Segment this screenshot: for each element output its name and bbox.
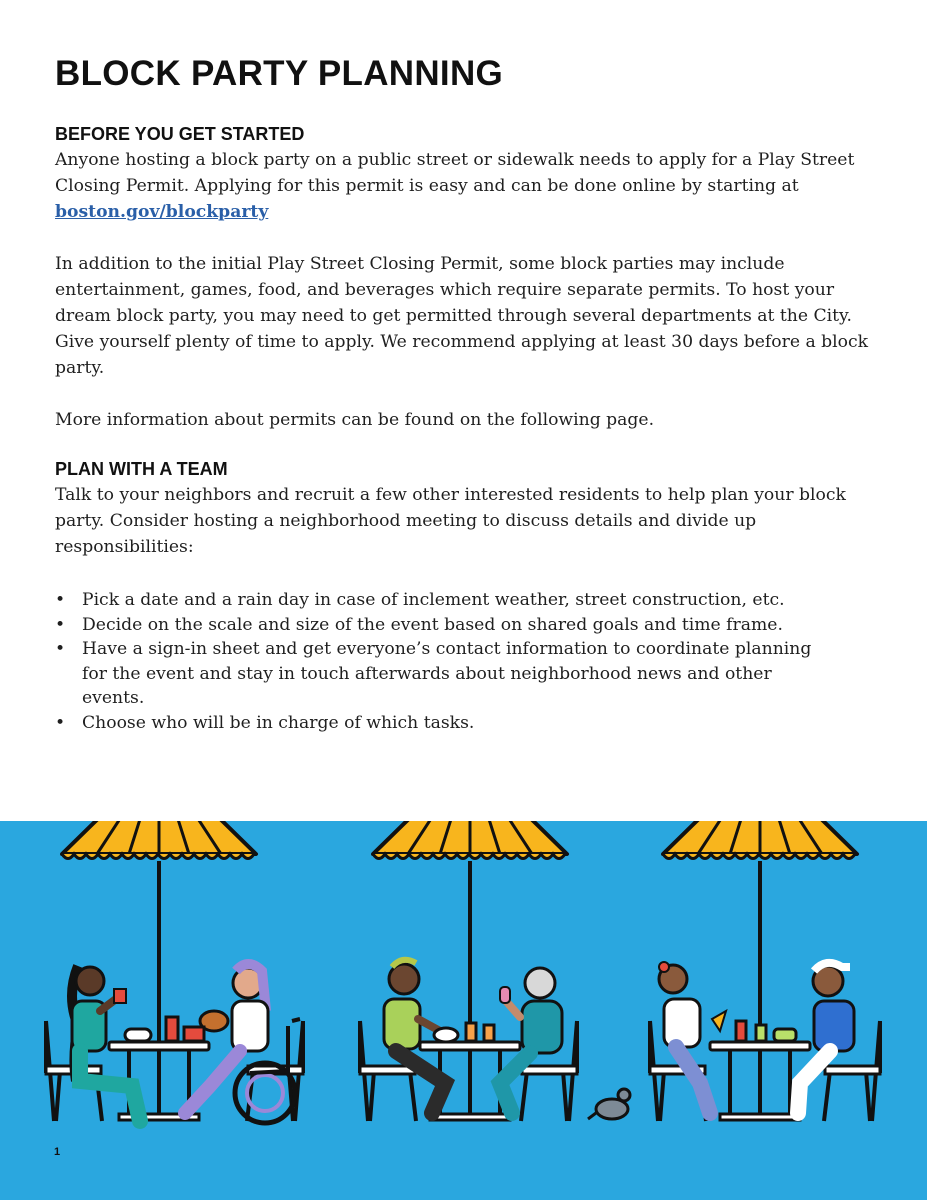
person-icon — [659, 962, 726, 1113]
pigeon-icon — [588, 1089, 630, 1119]
cup-icon — [484, 1025, 494, 1041]
cup-icon — [466, 1023, 476, 1041]
bowl-icon — [125, 1029, 151, 1041]
before-you-get-started-section — [55, 124, 885, 433]
before-paragraph-2: In addition to the initial Play Street Closing Permit, some block parties may include entertainment, games, food, and beverages which require separate permits. To host your dream block party, you may need to get permitted through several departments at the City. Give yourself plenty of time to apply. We recommend applying at least 30 days before a block party. — [55, 254, 869, 378]
page-number: 1 — [54, 1146, 61, 1158]
list-item: • Pick a date and a rain day in case of inclement weather, street construction, etc. — [55, 588, 835, 613]
page-title: BLOCK PARTY PLANNING — [55, 54, 504, 93]
list-item: • Choose who will be in charge of which tasks. — [55, 711, 835, 736]
before-paragraph-1 — [55, 147, 885, 225]
block-party-illustration — [0, 821, 927, 1200]
before-heading: BEFORE YOU GET STARTED — [55, 124, 305, 144]
before-paragraph-1-text: Anyone hosting a block party on a public street or sidewalk needs to apply for a Play Street Closing Permit. Applying for this permit is easy and can be done online by starting at — [55, 150, 855, 196]
food-box-icon — [774, 1029, 796, 1041]
cup-icon — [736, 1021, 746, 1041]
cup-icon — [166, 1017, 178, 1041]
team-paragraph: Talk to your neighbors and recruit a few other interested residents to help plan your block party. Consider hosting a neighborhood meeting to discuss details and divide up responsibilities: — [55, 485, 846, 557]
plan-with-a-team-section — [55, 459, 885, 735]
illustration-banner — [0, 821, 927, 1200]
list-item: • Decide on the scale and size of the event based on shared goals and time frame. — [55, 613, 835, 638]
blockparty-link[interactable]: boston.gov/blockparty — [55, 202, 269, 222]
food-box-icon — [184, 1027, 204, 1041]
responsibility-list — [55, 588, 835, 735]
list-item: • Have a sign-in sheet and get everyone’s contact information to coordinate planning for the event and stay in touch afterwards about neighborhood news and other events. — [55, 637, 835, 711]
bowl-icon — [434, 1028, 458, 1042]
team-heading: PLAN WITH A TEAM — [55, 459, 228, 479]
before-paragraph-3: More information about permits can be found on the following page. — [55, 410, 655, 430]
cup-icon — [756, 1025, 766, 1041]
